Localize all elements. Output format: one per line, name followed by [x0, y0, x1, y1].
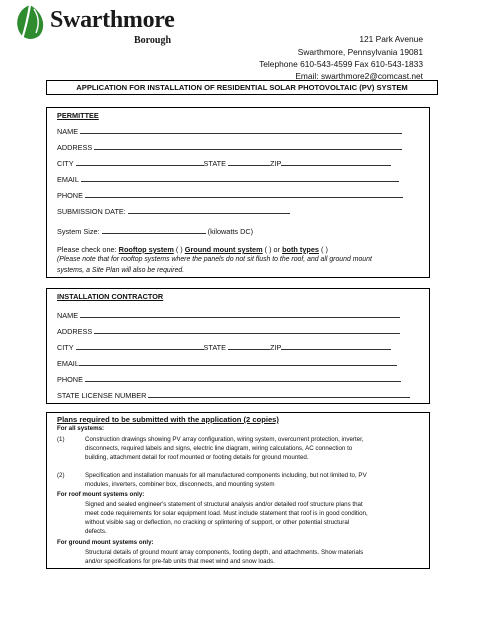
roof-line4: defects. [85, 528, 107, 535]
ground-line2: and/or specifications for pre-fab units that meet wind and snow loads. [85, 558, 275, 565]
permittee-heading: PERMITTEE [57, 111, 99, 120]
item2-number: (2) [57, 472, 65, 479]
ground-mount-heading: For ground mount systems only: [57, 539, 154, 546]
permittee-email-field[interactable]: EMAIL [57, 174, 399, 184]
item2-line2: modules, inverters, combiner box, disconnects, and mounting system [85, 481, 275, 488]
system-size-field[interactable]: System Size: (kilowatts DC) [57, 227, 254, 236]
all-systems-heading: For all systems: [57, 425, 105, 432]
site-plan-note-line2: systems, a Site Plan will also be required. [57, 267, 185, 274]
roof-mount-heading: For roof mount systems only: [57, 491, 145, 498]
address-city: Swarthmore, Pennsylvania 19081 [297, 47, 423, 57]
plans-section [46, 412, 430, 569]
contractor-section [46, 288, 430, 404]
ground-line1: Structural details of ground mount array components, footing depth, and attachments. Show materials [85, 549, 364, 556]
contractor-license-field[interactable]: STATE LICENSE NUMBER [57, 390, 410, 400]
plans-heading: Plans required to be submitted with the application (2 copies) [57, 415, 279, 424]
item1-line2: disconnects, required labels and signs, electric line diagram, wiring calculations, AC connection to [85, 445, 353, 452]
site-plan-note-line1: (Please note that for rooftop systems where the panels do not sit flush to the roof, and all ground mount [57, 256, 372, 263]
logo-subtitle: Borough [134, 35, 172, 46]
item1-line3: building, attachment detail for roof mounted or footing details for ground mounted. [85, 454, 309, 461]
roof-line2: meet code requirements for solar equipment load. Must include statement that roof is in good condition, [85, 510, 368, 517]
address-street: 121 Park Avenue [359, 34, 423, 44]
contractor-email-field[interactable]: EMAIL [57, 358, 397, 368]
permittee-phone-field[interactable]: PHONE [57, 190, 403, 200]
contractor-name-field[interactable]: NAME [57, 310, 400, 320]
contractor-address-field[interactable]: ADDRESS [57, 326, 400, 336]
roof-line1: Signed and sealed engineer's statement of structural analysis and/or detailed roof structure plans that [85, 501, 363, 508]
item2-line1: Specification and installation manuals for all manufactured components including, but not limited to, PV [85, 472, 367, 479]
contractor-city-state-zip-field[interactable]: CITY STATE ZIP [57, 342, 391, 352]
contractor-phone-field[interactable]: PHONE [57, 374, 401, 384]
submission-date-field[interactable]: SUBMISSION DATE: [57, 206, 290, 216]
logo-name: Swarthmore [50, 7, 175, 33]
permittee-section [46, 107, 430, 278]
permittee-name-field[interactable]: NAME [57, 126, 402, 136]
address-email: Email: swarthmore2@comcast.net [295, 71, 423, 81]
system-type-checkboxes[interactable]: Please check one: Rooftop system ( ) Ground mount system ( ) or both types ( ) [57, 245, 328, 254]
item1-line1: Construction drawings showing PV array configuration, wiring system, overcurrent protection, inverter, [85, 436, 364, 443]
address-phone: Telephone 610-543-4599 Fax 610-543-1833 [259, 59, 423, 69]
permittee-address-field[interactable]: ADDRESS [57, 142, 402, 152]
roof-line3: without visible sag or deflection, no cracking or splintering of support, or other potential structural [85, 519, 350, 526]
contractor-heading: INSTALLATION CONTRACTOR [57, 292, 164, 301]
item1-number: (1) [57, 436, 65, 443]
swarthmore-leaf-logo-icon [14, 3, 46, 43]
form-title: APPLICATION FOR INSTALLATION OF RESIDENTIAL SOLAR PHOTOVOLTAIC (PV) SYSTEM [46, 80, 438, 95]
permittee-city-state-zip-field[interactable]: CITY STATE ZIP [57, 158, 391, 168]
